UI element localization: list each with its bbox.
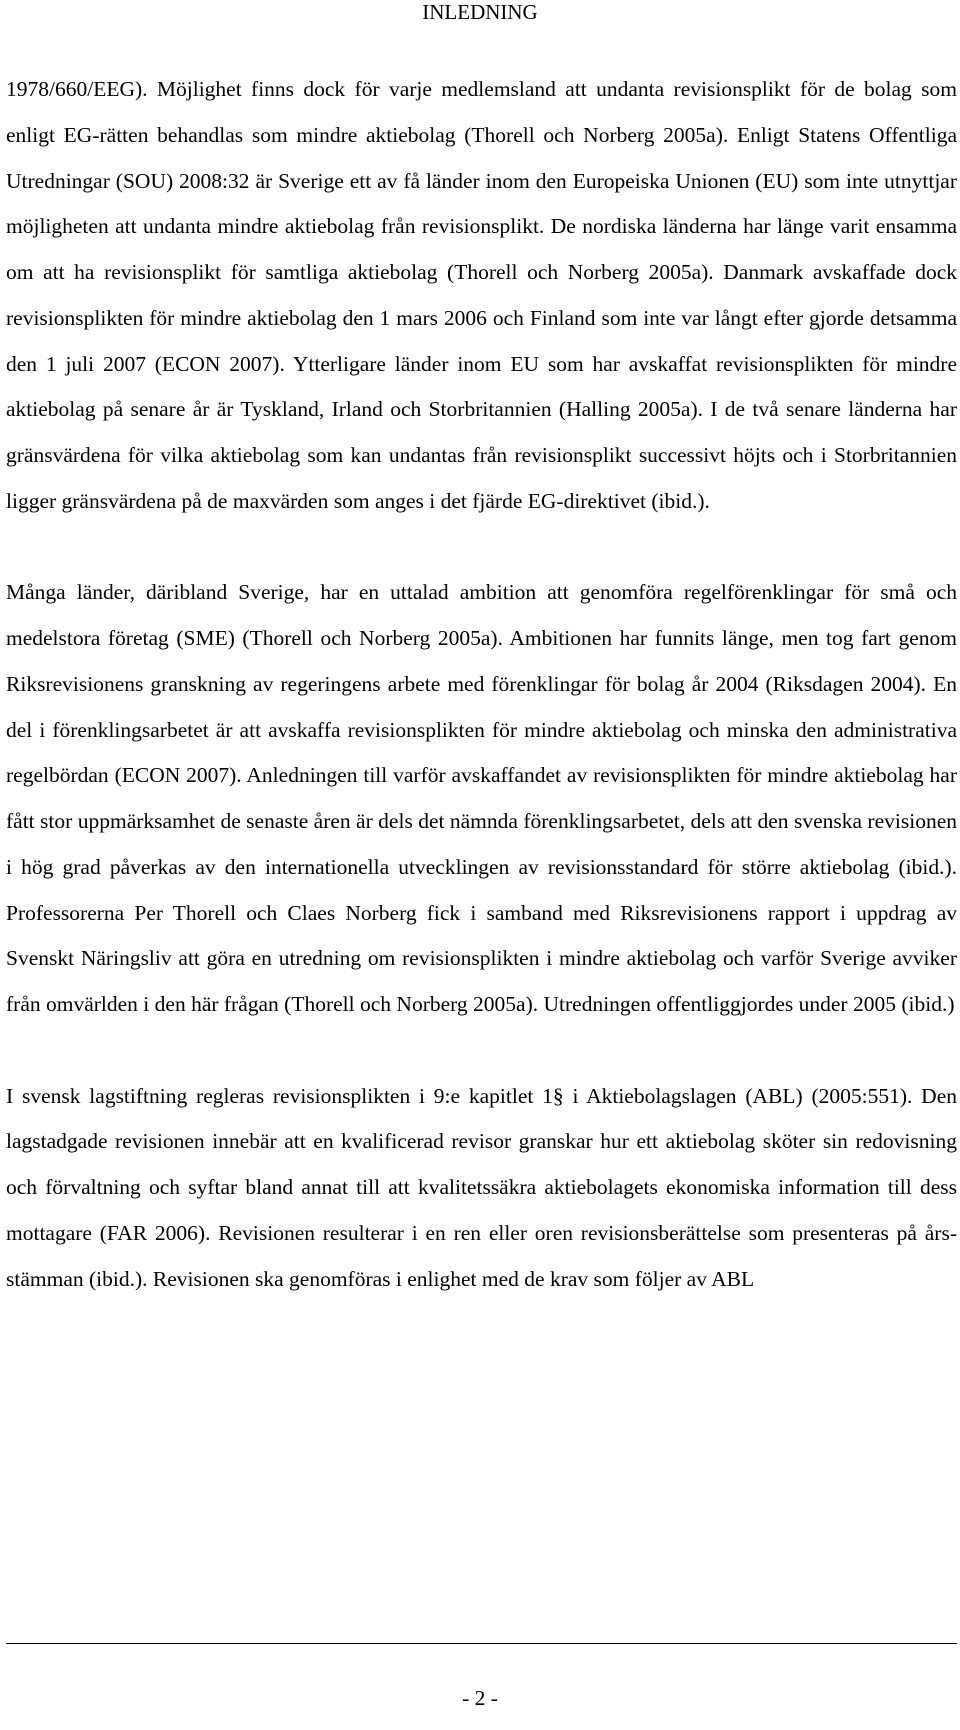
page-number: - 2 - [462,1686,498,1710]
footer-rule [6,1643,957,1644]
paragraph-svensk-lagstiftning: I svensk lagstiftning regleras revisionsplikten i 9:e kapitlet 1§ i Aktiebolagslagen (ABL) (2005:551). Den lagstadgade revisionen innebär att en kvalificerad revisor granskar hur ett aktiebolag sköter sin redovisning och förvaltning och syftar bland annat till att kvalitetssäkra aktiebolagets ekonomiska information till dess mottagare (FAR 2006). Revisionen resulterar i en ren eller oren revisionsberättelse som presenteras på års-stämman (ibid.). Revisionen ska genomföras i enlighet med de krav som följer av ABL [6,1083,957,1291]
paragraph-revisionsplikt-eu: 1978/660/EEG). Möjlighet finns dock för varje medlemsland att undanta revisionsplikt för de bolag som enligt EG-rätten behandlas som mindre aktiebolag (Thorell och Norberg 2005a). Enligt Statens Offentliga Utredningar (SOU) 2008:32 är Sverige ett av få länder inom den Europeiska Unionen (EU) som inte utnyttjar möjligheten att undanta mindre aktiebolag från revisionsplikt. De nordiska länderna har länge varit ensamma om att ha revisionsplikt för samtliga aktiebolag (Thorell och Norberg 2005a). Danmark avskaffade dock revisionsplikten för mindre aktiebolag den 1 mars 2006 och Finland som inte var långt efter gjorde detsamma den 1 juli 2007 (ECON 2007). Ytterligare länder inom EU som har avskaffat revisionsplikten för mindre aktiebolag på senare år är Tyskland, Irland och Storbritannien (Halling 2005a). I de två senare länderna har gränsvärdena för vilka aktiebolag som kan undantas från revisionsplikt successivt höjts och i Storbritannien ligger gränsvärdena på de maxvärden som anges i det fjärde EG-direktivet (ibid.). [6,77,957,513]
body-text [6,67,957,1302]
running-header: INLEDNING [422,0,538,24]
paragraph-regelforenklingar: Många länder, däribland Sverige, har en uttalad ambition att genomföra regelförenklingar för små och medelstora företag (SME) (Thorell och Norberg 2005a). Ambitionen har funnits länge, men tog fart genom Riksrevisionens granskning av regeringens arbete med förenklingar för bolag år 2004 (Riksdagen 2004). En del i förenklingsarbetet är att avskaffa revisionsplikten för mindre aktiebolag och minska den administrativa regelbördan (ECON 2007). Anledningen till varför avskaffandet av revisionsplikten för mindre aktiebolag har fått stor uppmärksamhet de senaste åren är dels det nämnda förenklingsarbetet, dels att den svenska revisionen i hög grad påverkas av den internationella utvecklingen av revisionsstandard för större aktiebolag (ibid.). Professorerna Per Thorell och Claes Norberg fick i samband med Riksrevisionens rapport i uppdrag av Svenskt Näringsliv att göra en utredning om revisionsplikten i mindre aktiebolag och varför Sverige avviker från omvärlden i den här frågan (Thorell och Norberg 2005a). Utredningen offentliggjordes under 2005 (ibid.) [6,580,957,1016]
